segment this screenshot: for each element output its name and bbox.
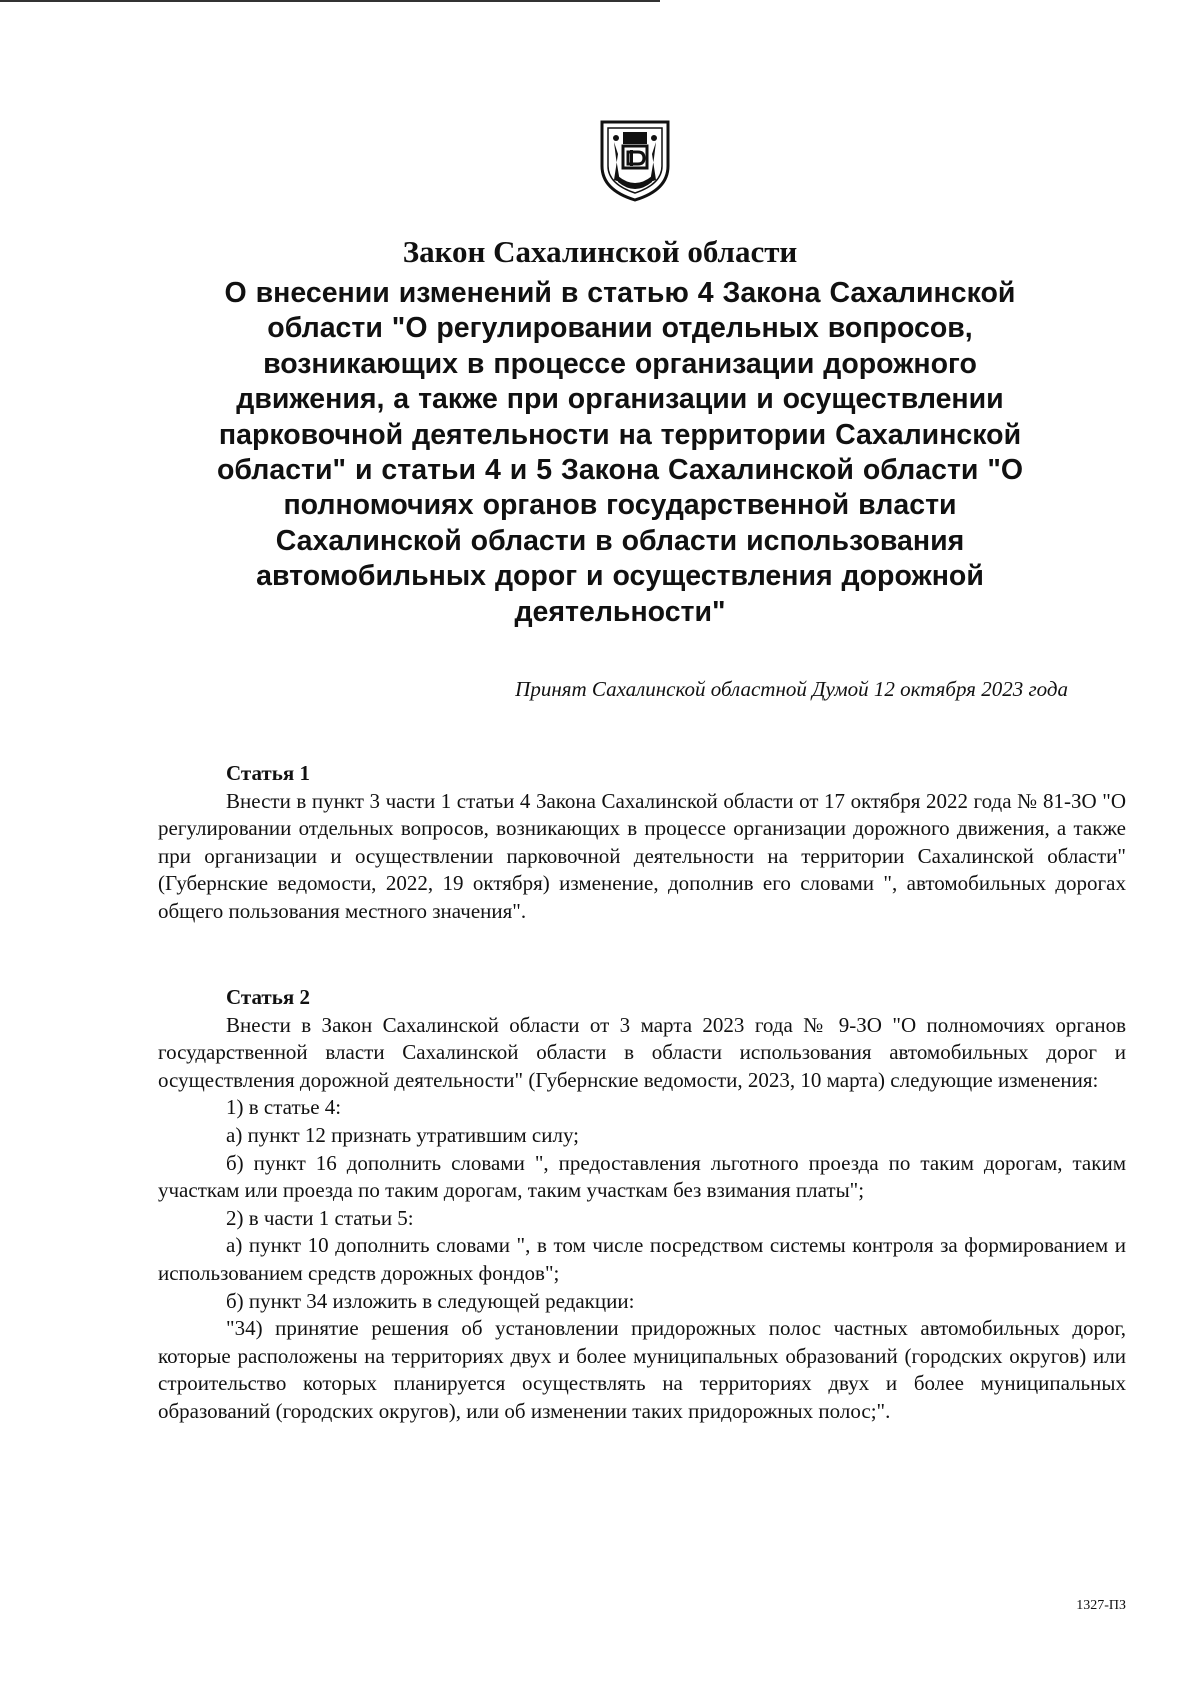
article-paragraph: 2) в части 1 статьи 5: <box>226 1205 414 1230</box>
article-heading: Статья 1 <box>226 761 310 785</box>
sakhalin-coat-of-arms-icon <box>598 118 672 202</box>
article-paragraph: Внести в пункт 3 части 1 статьи 4 Закона Сахалинской области от 17 октября 2022 года № 81-ЗО "О регулировании отдельных вопросов, возникающих в процессе организации дорожного движения, а также при организации и осуществлении парковочной деятельности на территории Сахалинской области" (Губернские ведомости, 2022, 19 октября) изменение, дополнив его словами ", автомобильных дорогах общего пользования местного значения". <box>158 788 1126 923</box>
article-paragraph: а) пункт 10 дополнить словами ", в том числе посредством системы контроля за формированием и использованием средств дорожных фондов"; <box>158 1233 1126 1285</box>
scan-edge-line <box>0 0 660 2</box>
article-heading: Статья 2 <box>226 985 310 1009</box>
article-paragraph: б) пункт 16 дополнить словами ", предоставления льготного проезда по таким дорогам, таким участкам или проезда по таким дорогам, таким участкам без взимания платы"; <box>158 1150 1126 1203</box>
article-paragraph: б) пункт 34 изложить в следующей редакции: <box>226 1288 635 1313</box>
adoption-note: Принят Сахалинской областной Думой 12 октября 2023 года <box>515 677 1068 701</box>
law-subtitle: О внесении изменений в статью 4 Закона Сахалинской области "О регулировании отдельных вопросов, возникающих в процессе организации дорожного движения, а также при организации и осуществлении парковочной деятельности на территории Сахалинской области" и статьи 4 и 5 Закона Сахалинской области "О полномочиях органов государственной власти Сахалинской области в области использования автомобильных дорог и осуществления дорожной деятельности" <box>216 277 1024 628</box>
document-code: 1327-ПЗ <box>1076 1598 1126 1613</box>
article-paragraph: а) пункт 12 признать утратившим силу; <box>226 1122 580 1147</box>
law-title: Закон Сахалинской области <box>402 234 798 269</box>
article-paragraph: "34) принятие решения об установлении придорожных полос частных автомобильных дорог, которые расположены на территориях двух и более муниципальных образований (городских округов) или строительство которых планируется осуществлять на территориях двух и более муниципальных образований (городских округов), или об изменении таких придорожных полос;". <box>158 1316 1126 1423</box>
article-1 <box>158 760 1126 926</box>
article-2 <box>158 984 1126 1426</box>
article-paragraph: Внести в Закон Сахалинской области от 3 марта 2023 года № 9-ЗО "О полномочиях органов государственной власти Сахалинской области в области использования автомобильных дорог и осуществления дорожной деятельности" (Губернские ведомости, 2023, 10 марта) следующие изменения: <box>158 1012 1126 1092</box>
article-paragraph: 1) в статье 4: <box>226 1095 342 1120</box>
